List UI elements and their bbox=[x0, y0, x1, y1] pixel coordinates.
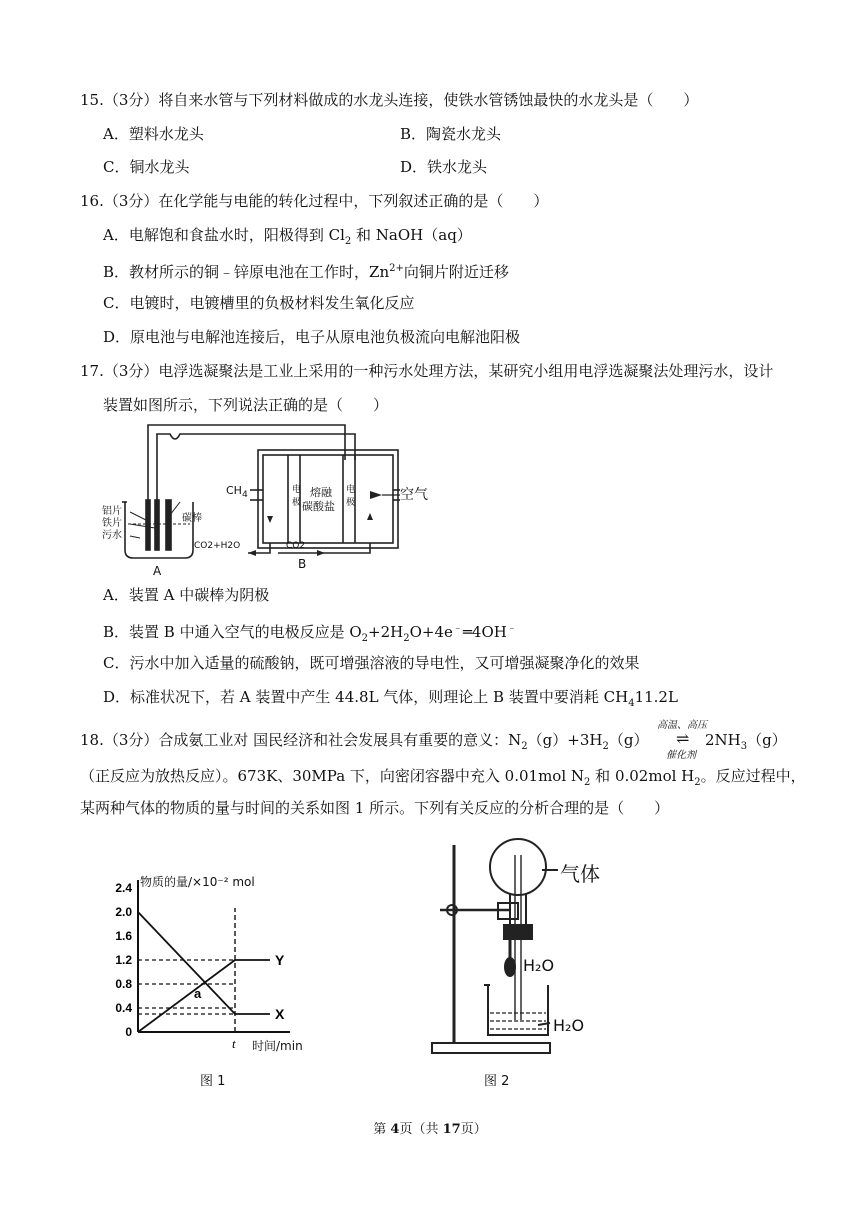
equilibrium-arrow: ⇌ bbox=[676, 729, 690, 748]
y-tick-label: 0.8 bbox=[115, 977, 132, 991]
label-electrode-right: 电极 bbox=[346, 485, 356, 508]
q17-option-c: C．污水中加入适量的硫酸钠，既可增强溶液的导电性，又可增强凝聚净化的效果 bbox=[103, 654, 640, 672]
q16-option-c: C．电镀时，电镀槽里的负极材料发生氧化反应 bbox=[103, 294, 415, 312]
y-tick-label: 0.4 bbox=[115, 1001, 132, 1015]
q15-option-b: B．陶瓷水龙头 bbox=[400, 125, 502, 143]
q16-stem: 16.（3分）在化学能与电能的转化过程中，下列叙述正确的是（ ） bbox=[80, 192, 549, 210]
series-line-Y bbox=[138, 960, 235, 1032]
series-line-X bbox=[138, 912, 235, 1014]
figure1-chart bbox=[100, 860, 300, 1060]
t-tick-label: t bbox=[232, 1036, 236, 1051]
chart-xlabel: 时间/min bbox=[252, 1039, 303, 1053]
reaction-condition-bottom: 催化剂 bbox=[666, 750, 696, 761]
q16-option-d: D．原电池与电解池连接后，电子从原电池负极流向电解池阳极 bbox=[103, 328, 521, 346]
label-carbonate: 碳酸盐 bbox=[302, 500, 335, 513]
q17-option-d: D．标准状况下，若 A 装置中产生 44.8L 气体，则理论上 B 装置中要消耗 $CH_411.2L$ bbox=[103, 688, 678, 709]
label-gas: 气体 bbox=[560, 862, 600, 886]
label-a: A bbox=[153, 564, 162, 578]
point-a-label: a bbox=[194, 986, 202, 1001]
q15-stem: 15.（3分）将自来水管与下列材料做成的水龙头连接，使铁水管锈蚀最快的水龙头是（ ） bbox=[80, 91, 699, 109]
q18-stem-line1: 18.（3分）合成氨工业对 国民经济和社会发展具有重要的意义：$N_2(g)+3H_2(g)$ bbox=[80, 731, 649, 752]
q18-stem-line3: 某两种气体的物质的量与时间的关系如图 1 所示。下列有关反应的分析合理的是（ ） bbox=[80, 799, 670, 817]
q17-stem-line2: 装置如图所示，下列说法正确的是（ ） bbox=[103, 396, 389, 414]
label-molten: 熔融 bbox=[310, 486, 332, 499]
label-b: B bbox=[298, 557, 307, 571]
q17-stem-line1: 17.（3分）电浮选凝聚法是工业上采用的一种污水处理方法，某研究小组用电浮选凝聚法处理污水，设计 bbox=[80, 362, 774, 380]
q18-stem-line2: （正反应为放热反应）。673K、30MPa 下，向密闭容器中充入 0.01mol $N_2$ 和 0.02mol $H_2$。反应过程中， bbox=[80, 767, 806, 788]
q17-option-b: B．装置 B 中通入空气的电极反应是 $O_2+2H_2O+4e^﹣═4OH^﹣$ bbox=[103, 623, 517, 644]
y-tick-label: 2.0 bbox=[115, 905, 132, 919]
q15-option-d: D．铁水龙头 bbox=[400, 158, 488, 176]
q17-option-a: A．装置 A 中碳棒为阴极 bbox=[103, 586, 270, 604]
q15-option-a: A．塑料水龙头 bbox=[103, 125, 204, 143]
q18-product: $2NH_3(g)$ bbox=[705, 731, 787, 752]
label-al: 铝片 bbox=[102, 506, 122, 517]
label-fe: 铁片 bbox=[102, 518, 122, 529]
label-h2o-dropper: H₂O bbox=[523, 956, 555, 975]
label-electrode-left: 电极 bbox=[292, 485, 302, 508]
label-h2o-beaker: H₂O bbox=[553, 1016, 585, 1035]
reaction-condition-top: 高温、高压 bbox=[657, 720, 707, 731]
q16-option-a: A．电解饱和食盐水时，阳极得到 $Cl_2$ 和 NaOH（aq） bbox=[103, 226, 472, 247]
label-air: 空气 bbox=[400, 487, 428, 503]
chart-ylabel: 物质的量/×10⁻² mol bbox=[140, 875, 255, 889]
series-label-X: X bbox=[275, 1006, 285, 1022]
y-tick-label: 0 bbox=[125, 1025, 132, 1039]
label-ch4: $CH_4$ bbox=[226, 484, 248, 501]
label-water: 污水 bbox=[102, 530, 122, 541]
figure2-caption: 图 2 bbox=[484, 1074, 510, 1089]
q15-option-c: C．铜水龙头 bbox=[103, 158, 190, 176]
series-label-Y: Y bbox=[275, 952, 285, 968]
label-co2h2o: CO2+H2O bbox=[194, 541, 241, 551]
page-footer: 第 4页（共 17页） bbox=[373, 1122, 487, 1137]
y-tick-label: 1.2 bbox=[115, 953, 132, 967]
q16-option-b: B．教材所示的铜﹣锌原电池在工作时，$Zn^{2+}$向铜片附近迁移 bbox=[103, 263, 509, 281]
label-carbon: 碳棒 bbox=[182, 513, 202, 524]
label-co2: CO2 bbox=[286, 541, 306, 551]
y-tick-label: 1.6 bbox=[115, 929, 132, 943]
figure1-caption: 图 1 bbox=[200, 1074, 226, 1089]
y-tick-label: 2.4 bbox=[115, 881, 132, 895]
